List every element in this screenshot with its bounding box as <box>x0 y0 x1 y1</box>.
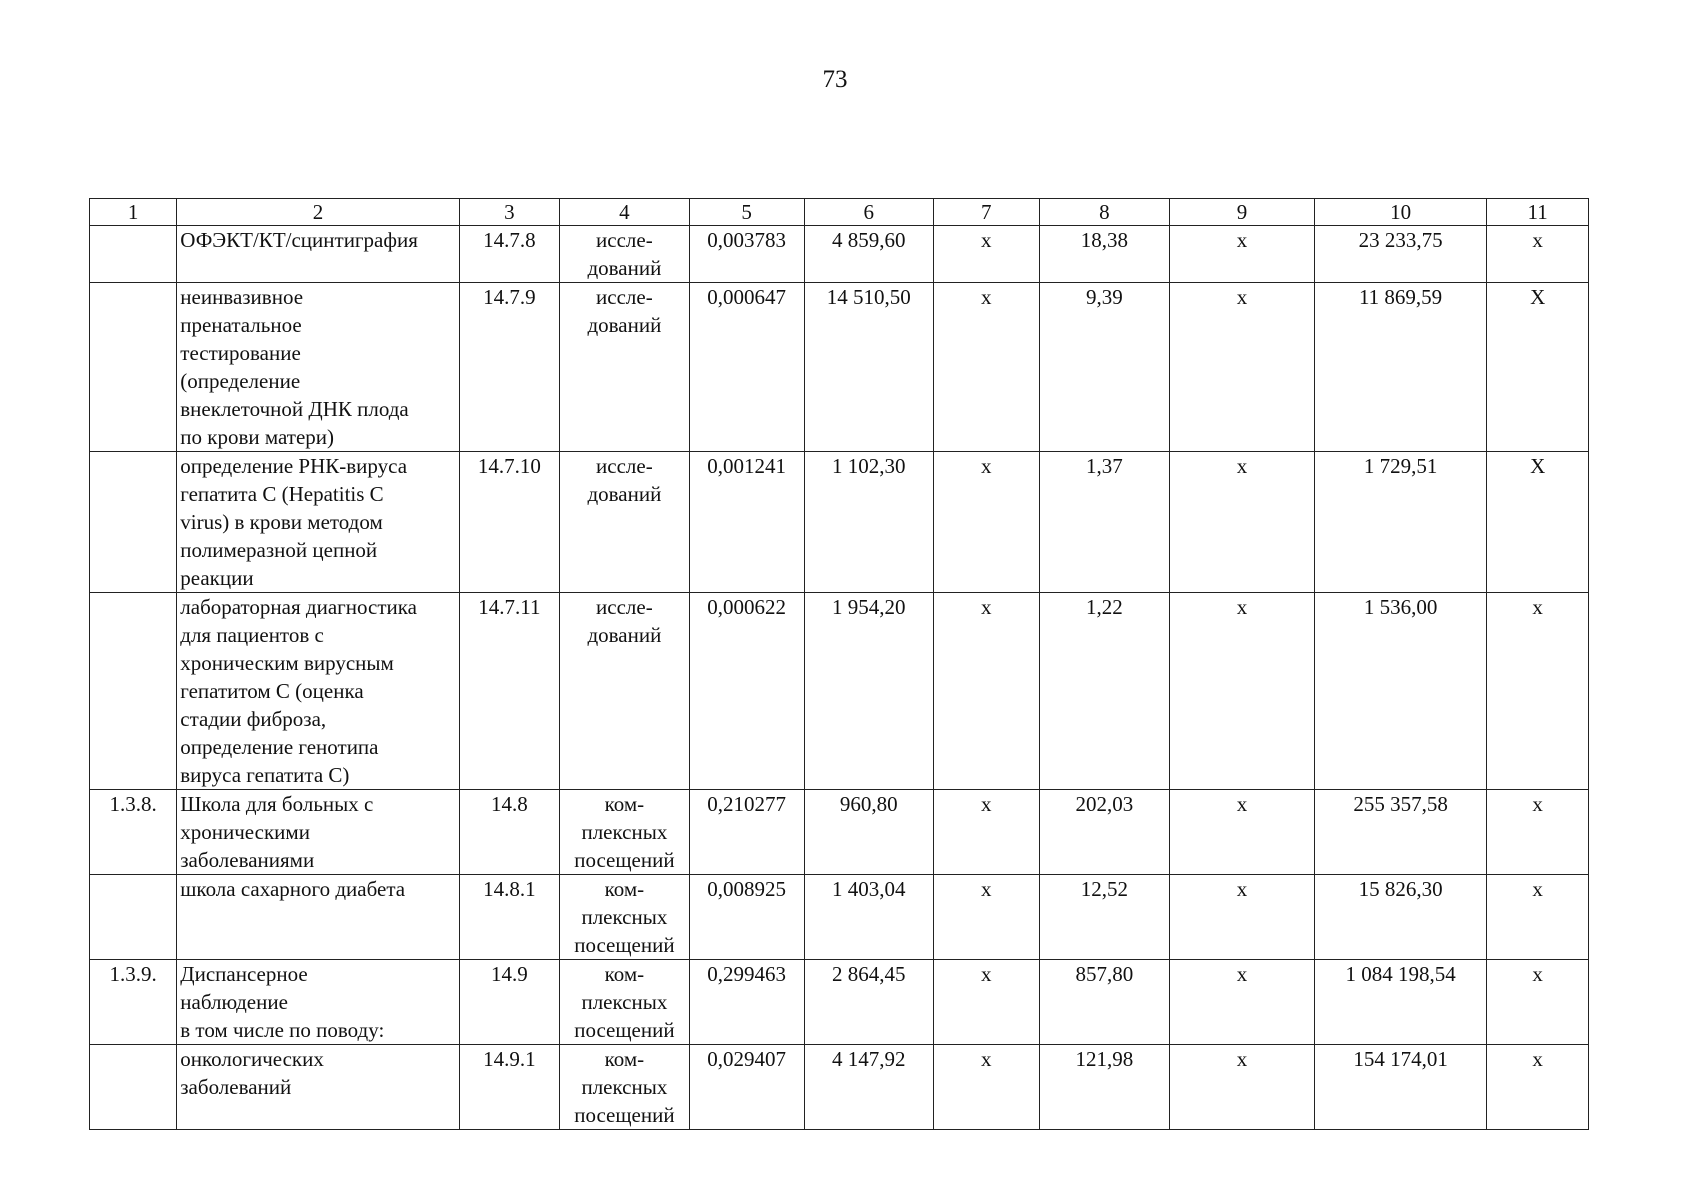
description-cell: неинвазивное пренатальное тестирование (определение внеклеточной ДНК плода по крови матери) <box>177 283 459 452</box>
row-number-cell <box>90 593 177 790</box>
column-header: 4 <box>560 199 689 226</box>
table-row <box>90 452 1589 593</box>
code-cell: 14.7.8 <box>459 226 560 283</box>
row-number-cell <box>90 452 177 593</box>
rate-cell: 0,029407 <box>689 1045 804 1130</box>
col8-cell: 857,80 <box>1039 960 1169 1045</box>
col11-cell: х <box>1487 593 1589 790</box>
unit-cell: ком- плексных посещений <box>560 875 689 960</box>
col9-cell: х <box>1170 283 1315 452</box>
column-header: 7 <box>933 199 1039 226</box>
col11-cell: х <box>1487 790 1589 875</box>
col7-cell: х <box>933 283 1039 452</box>
rate-cell: 0,008925 <box>689 875 804 960</box>
rate-cell: 0,299463 <box>689 960 804 1045</box>
col10-cell: 11 869,59 <box>1314 283 1486 452</box>
col10-cell: 154 174,01 <box>1314 1045 1486 1130</box>
code-cell: 14.8 <box>459 790 560 875</box>
col7-cell: х <box>933 226 1039 283</box>
column-header: 2 <box>177 199 459 226</box>
description-cell: Школа для больных с хроническими заболеваниями <box>177 790 459 875</box>
cost-cell: 4 147,92 <box>804 1045 933 1130</box>
cost-cell: 2 864,45 <box>804 960 933 1045</box>
col9-cell: х <box>1170 790 1315 875</box>
description-cell: определение РНК-вируса гепатита С (Hepatitis C virus) в крови методом полимеразной цепной реакции <box>177 452 459 593</box>
table-row <box>90 790 1589 875</box>
col9-cell: х <box>1170 875 1315 960</box>
column-header: 1 <box>90 199 177 226</box>
table-row <box>90 226 1589 283</box>
page-number: 73 <box>822 66 848 93</box>
rate-cell: 0,210277 <box>689 790 804 875</box>
col11-cell: Х <box>1487 283 1589 452</box>
description-cell: ОФЭКТ/КТ/сцинтиграфия <box>177 226 459 283</box>
cost-cell: 960,80 <box>804 790 933 875</box>
unit-cell: ком- плексных посещений <box>560 1045 689 1130</box>
col10-cell: 1 536,00 <box>1314 593 1486 790</box>
col7-cell: х <box>933 452 1039 593</box>
row-number-cell <box>90 1045 177 1130</box>
row-number-cell: 1.3.8. <box>90 790 177 875</box>
code-cell: 14.8.1 <box>459 875 560 960</box>
row-number-cell <box>90 283 177 452</box>
col10-cell: 1 084 198,54 <box>1314 960 1486 1045</box>
rate-cell: 0,000622 <box>689 593 804 790</box>
description-cell: Диспансерное наблюдение в том числе по поводу: <box>177 960 459 1045</box>
col10-cell: 255 357,58 <box>1314 790 1486 875</box>
rate-cell: 0,003783 <box>689 226 804 283</box>
unit-cell: иссле- дований <box>560 593 689 790</box>
table-row <box>90 593 1589 790</box>
cost-cell: 4 859,60 <box>804 226 933 283</box>
table-row <box>90 283 1589 452</box>
cost-cell: 1 102,30 <box>804 452 933 593</box>
col11-cell: х <box>1487 1045 1589 1130</box>
table-row <box>90 875 1589 960</box>
col11-cell: Х <box>1487 452 1589 593</box>
unit-cell: иссле- дований <box>560 226 689 283</box>
col8-cell: 12,52 <box>1039 875 1169 960</box>
col10-cell: 15 826,30 <box>1314 875 1486 960</box>
rate-cell: 0,000647 <box>689 283 804 452</box>
col8-cell: 18,38 <box>1039 226 1169 283</box>
column-header: 11 <box>1487 199 1589 226</box>
col11-cell: х <box>1487 960 1589 1045</box>
column-header: 6 <box>804 199 933 226</box>
row-number-cell <box>90 226 177 283</box>
description-cell: школа сахарного диабета <box>177 875 459 960</box>
col11-cell: х <box>1487 875 1589 960</box>
code-cell: 14.7.11 <box>459 593 560 790</box>
cost-cell: 1 954,20 <box>804 593 933 790</box>
col9-cell: х <box>1170 593 1315 790</box>
column-header: 5 <box>689 199 804 226</box>
col11-cell: х <box>1487 226 1589 283</box>
row-number-cell <box>90 875 177 960</box>
column-header: 8 <box>1039 199 1169 226</box>
col8-cell: 1,22 <box>1039 593 1169 790</box>
header-row <box>90 199 1589 226</box>
col9-cell: х <box>1170 960 1315 1045</box>
description-cell: лабораторная диагностика для пациентов с хроническим вирусным гепатитом С (оценка стадии фиброза, определение генотипа вируса гепатита С) <box>177 593 459 790</box>
col8-cell: 202,03 <box>1039 790 1169 875</box>
table-row <box>90 1045 1589 1130</box>
col8-cell: 121,98 <box>1039 1045 1169 1130</box>
unit-cell: ком- плексных посещений <box>560 790 689 875</box>
col7-cell: х <box>933 960 1039 1045</box>
code-cell: 14.9 <box>459 960 560 1045</box>
col10-cell: 1 729,51 <box>1314 452 1486 593</box>
col7-cell: х <box>933 790 1039 875</box>
code-cell: 14.7.9 <box>459 283 560 452</box>
col7-cell: х <box>933 1045 1039 1130</box>
unit-cell: иссле- дований <box>560 452 689 593</box>
col9-cell: х <box>1170 452 1315 593</box>
column-header: 10 <box>1314 199 1486 226</box>
column-header: 3 <box>459 199 560 226</box>
rate-cell: 0,001241 <box>689 452 804 593</box>
description-cell: онкологических заболеваний <box>177 1045 459 1130</box>
cost-cell: 14 510,50 <box>804 283 933 452</box>
col8-cell: 9,39 <box>1039 283 1169 452</box>
col7-cell: х <box>933 875 1039 960</box>
code-cell: 14.9.1 <box>459 1045 560 1130</box>
col9-cell: х <box>1170 1045 1315 1130</box>
cost-cell: 1 403,04 <box>804 875 933 960</box>
data-table <box>89 198 1589 1130</box>
row-number-cell: 1.3.9. <box>90 960 177 1045</box>
col7-cell: х <box>933 593 1039 790</box>
col10-cell: 23 233,75 <box>1314 226 1486 283</box>
col9-cell: х <box>1170 226 1315 283</box>
col8-cell: 1,37 <box>1039 452 1169 593</box>
unit-cell: ком- плексных посещений <box>560 960 689 1045</box>
table-row <box>90 960 1589 1045</box>
column-header: 9 <box>1170 199 1315 226</box>
unit-cell: иссле- дований <box>560 283 689 452</box>
code-cell: 14.7.10 <box>459 452 560 593</box>
